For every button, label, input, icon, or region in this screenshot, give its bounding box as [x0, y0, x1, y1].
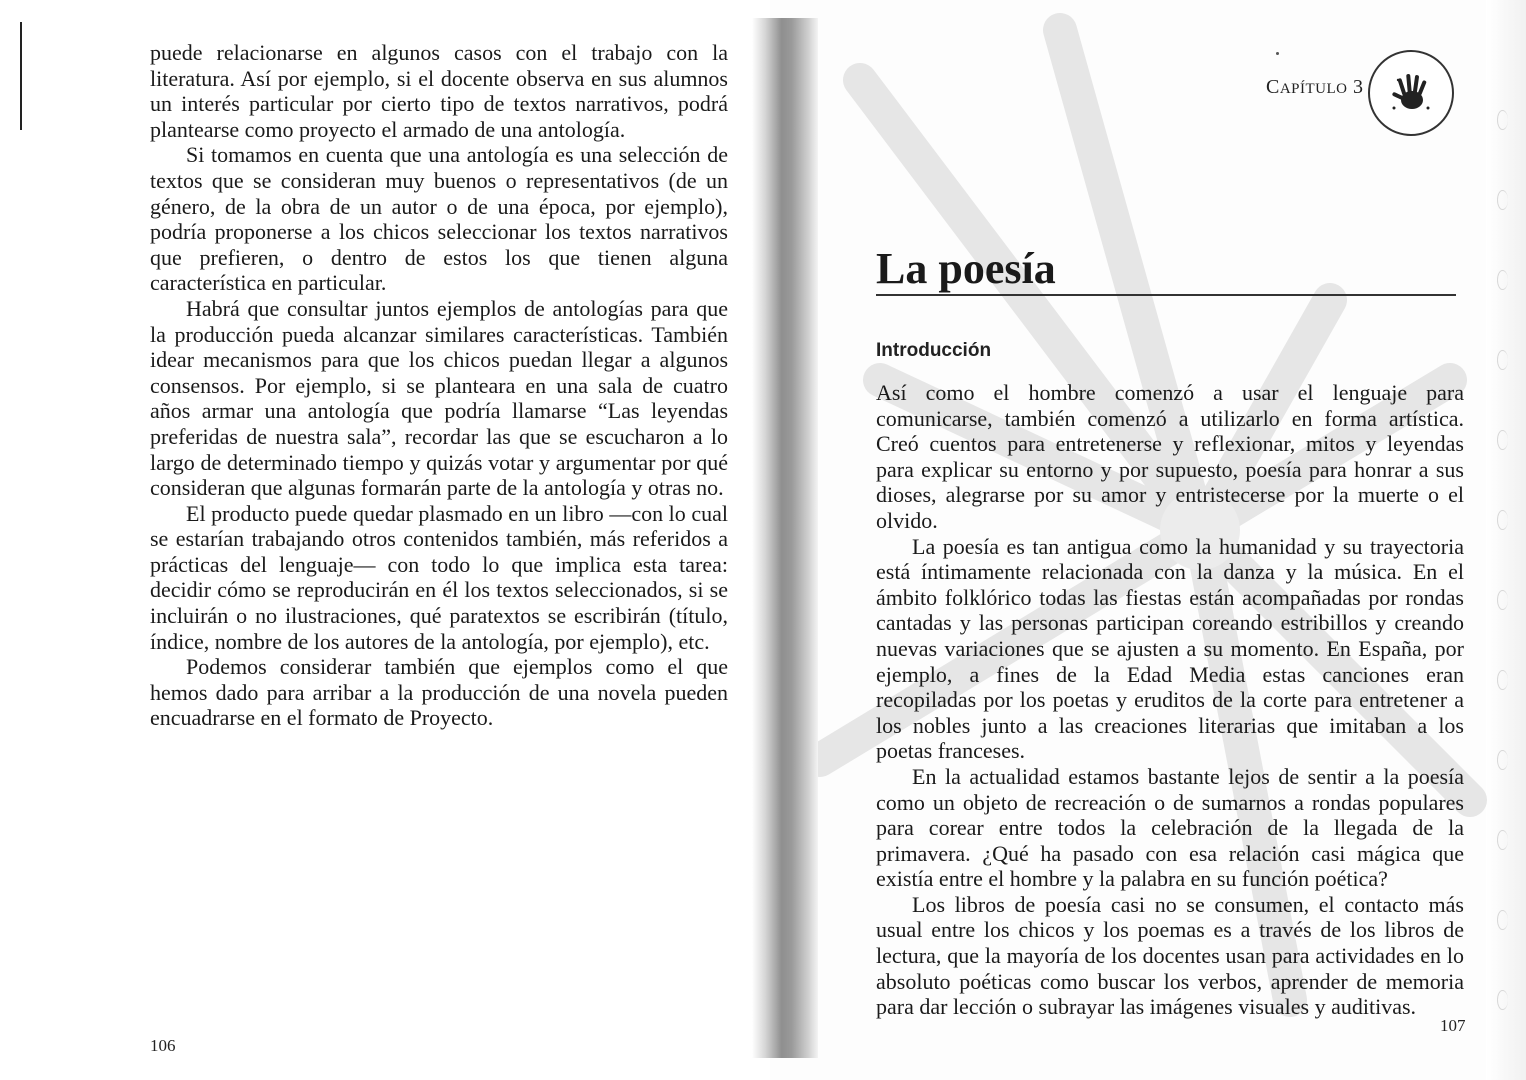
chapter-label-rest: APÍTULO [1279, 81, 1348, 97]
section-heading: Introducción [876, 340, 992, 361]
paragraph: puede relacionarse en algunos casos con el trabajo con la literatura. Así por ejemplo, si el docente observa en sus alumnos un interés particular por cierto tipo de textos narrativos, podrá plantearse como proyecto el armado de una antología. [150, 40, 728, 142]
right-page-body [876, 380, 1464, 1020]
chapter-title: La poesía [876, 244, 1056, 293]
chapter-label [1266, 76, 1364, 99]
paragraph: Así como el hombre comenzó a usar el lenguaje para comunicarse, también comenzó a utilizarlo en forma artística. Creó cuentos para entretenerse y reflexionar, mitos y leyendas para explicar su entorno y por supuesto, poesía para honrar a sus dioses, alegrarse por su amor y entristecerse por la muerte o el olvido. [876, 380, 1464, 533]
paragraph: Habrá que consultar juntos ejemplos de antologías para que la producción pueda alcanzar similares características. También idear mecanismos para que los chicos puedan llegar a algunos consensos. Por ejemplo, si se planteara en una sala de cuatro años armar una antología que podría llamarse “Las leyendas preferidas de nuestra sala”, recordar las que se escucharon a lo largo de determinado tiempo y quizás votar y argumentar por qué consideran que algunas formarán parte de la antología y otras no. [150, 295, 728, 501]
print-speck [1276, 52, 1279, 55]
book-gutter-shadow [752, 18, 818, 1058]
page-number-left: 106 [150, 1036, 176, 1055]
left-page-body [150, 40, 728, 731]
chapter-number: 3 [1353, 76, 1364, 98]
hand-icon [1386, 68, 1436, 118]
paragraph: El producto puede quedar plasmado en un libro —con lo cual se estarían trabajando otros contenidos también, más referidos a prácticas del lenguaje— con todo lo que implica esta tarea: decidir cómo se reproducirán en él los textos seleccionados, si se incluirán o no ilustraciones, qué paratextos se escribirán (título, índice, nombre de los autores de la antología, por ejemplo), etc. [150, 500, 728, 654]
paragraph: En la actualidad estamos bastante lejos de sentir a la poesía como un objeto de recreación o de sumarnos a rondas populares para corear entre todos la celebración de la llegada de la primavera. ¿Qué ha pasado con esa relación casi mágica que existía entre el hombre y la palabra en su función poética? [876, 763, 1464, 892]
margin-rule [20, 22, 22, 130]
chapter-label-initial: C [1266, 76, 1280, 98]
paragraph: Podemos considerar también que ejemplos como el que hemos dado para arribar a la producción de una novela pueden encuadrarse en el formato de Proyecto. [150, 654, 728, 731]
paragraph: La poesía es tan antigua como la humanidad y su trayectoria está íntimamente relacionada con la danza y la música. En el ámbito folklórico todas las fiestas están acompañadas por rondas cantadas y las personas participan coreando estribillos y creando nuevas variaciones que se ajusten a su momento. En España, por ejemplo, a fines de la Edad Media estas canciones eran recopiladas por los poetas y eruditos de la corte para entretener a los nobles junto a las creaciones literarias que imitaban a los poetas franceses. [876, 533, 1464, 764]
paragraph: Si tomamos en cuenta que una antología es una selección de textos que se consideran muy buenos o representativos (de un género, de la obra de un autor o de una época, por ejemplo), podría proponerse a los chicos seleccionar los textos narrativos que prefieren, o dentro de estos los que tienen alguna característica en particular. [150, 142, 728, 296]
page-number-right: 107 [1440, 1016, 1466, 1035]
title-rule [876, 294, 1456, 296]
chapter-badge [1368, 50, 1454, 136]
paragraph: Los libros de poesía casi no se consumen, el contacto más usual entre los chicos y los poemas es a través de los libros de lectura, que la mayoría de los docentes usan para actividades en lo absoluto poéticas como buscar los verbos, aprender de memoria para dar lección o subrayar las imágenes visuales y auditivas. [876, 891, 1464, 1020]
